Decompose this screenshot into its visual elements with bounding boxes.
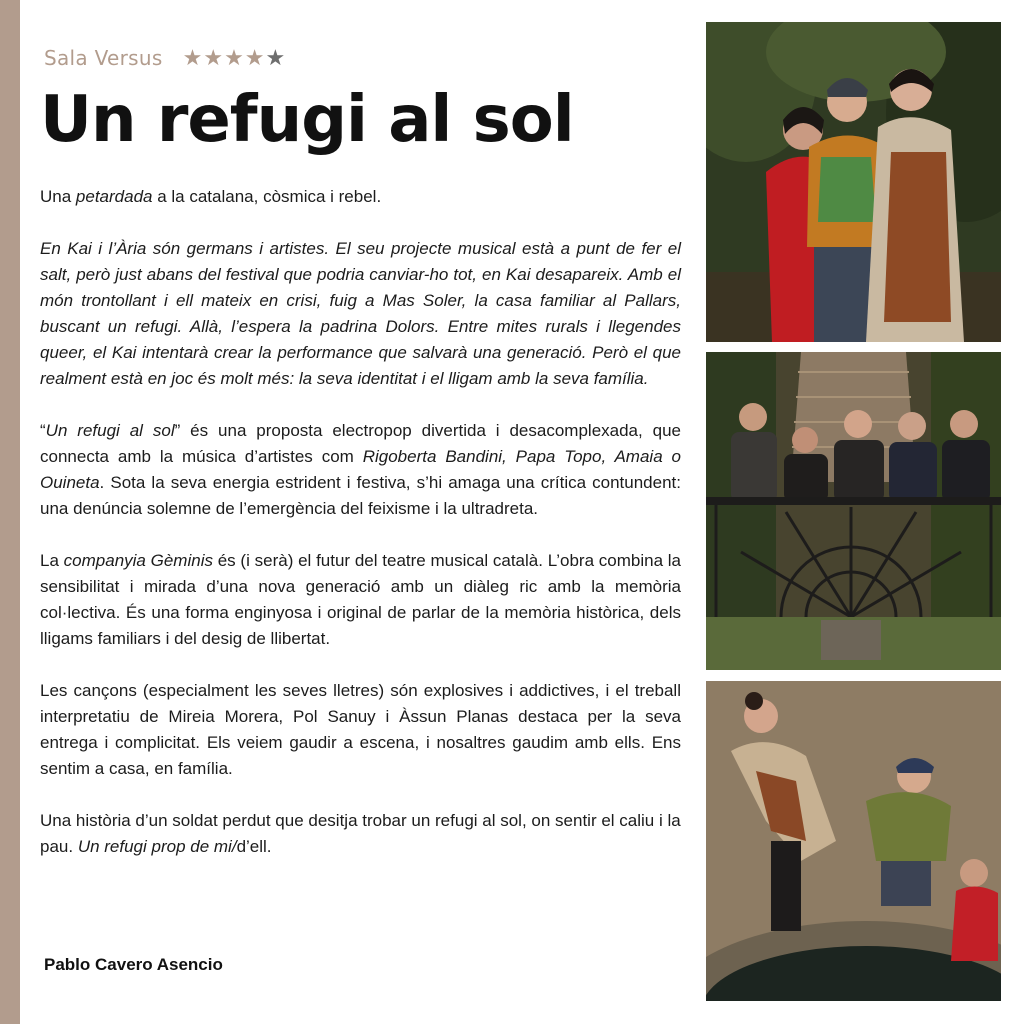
review-paragraph: “Un refugi al sol” és una proposta electropop divertida i desacomplexada, que connecta amb la música d’artistes com Rigoberta Bandini, Papa Topo, Amaia o Ouineta. Sota la seva energia estrident i festiva, s’hi amaga una crítica contundent: una denúncia solemne de l’emergència del feixisme i la ultradreta. bbox=[40, 421, 682, 518]
cast-photo-overhead bbox=[706, 681, 1001, 1001]
star-rating bbox=[183, 47, 286, 69]
review-paragraph: La companyia Gèminis és (i serà) el futur del teatre musical català. L’obra combina la sensibilitat i mirada d’una nova generació amb un diàleg ric amb la memòria col·lectiva. És una forma enginyosa i original de parlar de la memòria històrica, dels lligams familiars i del desig de llibertat. bbox=[40, 551, 682, 648]
review-paragraph: Les cançons (especialment les seves lletres) són explosives i addictives, i el treball interpretatiu de Mireia Morera, Pol Sanuy i Àssun Planas destaca per la seva entrega i complicitat. Els veiem gaudir a escena, i nosaltres gaudim amb ells. Ens sentim a casa, en família. bbox=[40, 681, 681, 778]
cast-photo-garden bbox=[706, 22, 1001, 342]
venue-name: Sala Versus bbox=[44, 46, 163, 70]
star-icon: ★ bbox=[265, 45, 286, 70]
review-paragraph: En Kai i l’Ària són germans i artistes. El seu projecte musical està a punt de fer el salt, però just abans del festival que podria canviar-ho tot, en Kai desapareix. Amb el món trontollant i ell mateix en crisi, fuig a Mas Soler, la casa familiar al Pallars, buscant un refugi. Allà, l’espera la padrina Dolors. Entre mites rurals i llegendes queer, el Kai intentarà crear la performance que salvarà una generació. Però el que realment està en joc és molt més: la seva identitat i el lligam amb la seva família. bbox=[40, 239, 681, 388]
review-paragraph: Una història d’un soldat perdut que desitja trobar un refugi al sol, on sentir el caliu i la pau. Un refugi prop de mi/d’ell. bbox=[40, 811, 681, 856]
venue-rating-row bbox=[44, 44, 285, 72]
review-body bbox=[40, 184, 681, 886]
star-icon: ★ bbox=[203, 45, 224, 70]
review-paragraph: Una petardada a la catalana, còsmica i rebel. bbox=[40, 187, 382, 206]
review-title: Un refugi al sol bbox=[40, 83, 574, 157]
star-icon: ★ bbox=[182, 45, 203, 70]
star-icon: ★ bbox=[224, 45, 244, 70]
left-accent-bar bbox=[0, 0, 20, 1024]
star-icon: ★ bbox=[244, 45, 265, 70]
cast-photo-railing bbox=[706, 352, 1001, 670]
author-name: Pablo Cavero Asencio bbox=[44, 955, 223, 974]
